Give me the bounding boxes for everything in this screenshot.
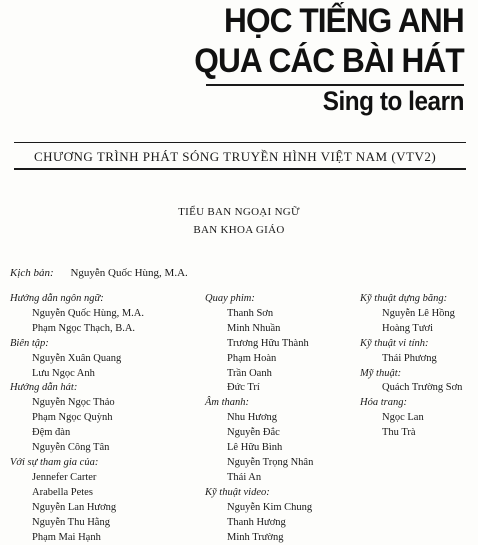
department-heading: BAN KHOA GIÁO: [0, 224, 478, 236]
credit-name: Nguyễn Lê Hồng: [382, 307, 462, 322]
credit-name: Quách Trường Sơn: [382, 381, 462, 396]
credit-name: Phạm Mai Hạnh: [32, 531, 144, 545]
program-subtitle: CHƯƠNG TRÌNH PHÁT SÓNG TRUYỀN HÌNH VIỆT NAM (VTV2): [34, 149, 436, 165]
sub-committee-heading: TIỂU BAN NGOẠI NGỮ: [0, 206, 478, 218]
credit-name: Phạm Ngọc Quỳnh: [32, 411, 144, 426]
script-credit: [10, 267, 188, 279]
credit-name: Hoàng Tươi: [382, 322, 462, 337]
credit-role: Biên tập:: [10, 337, 144, 352]
credit-name: Jennefer Carter: [32, 471, 144, 486]
credit-name: Nguyễn Lan Hương: [32, 501, 144, 516]
title-line-3: Sing to learn: [323, 86, 464, 117]
credit-name: Thái Phương: [382, 352, 462, 367]
credit-name: Thanh Hương: [227, 516, 313, 531]
credit-role: Quay phim:: [205, 292, 313, 307]
credit-name: Thanh Sơn: [227, 307, 313, 322]
credit-role: Kỹ thuật vi tính:: [360, 337, 462, 352]
script-label: Kịch bản:: [10, 267, 54, 279]
title-line-1: HỌC TIẾNG ANH: [224, 2, 464, 41]
script-value: Nguyễn Quốc Hùng, M.A.: [70, 267, 187, 279]
credit-name: Arabella Petes: [32, 486, 144, 501]
credit-name: Minh Nhuần: [227, 322, 313, 337]
credit-role: Kỹ thuật video:: [205, 486, 313, 501]
subtitle-top-rule: [14, 142, 466, 143]
credit-name: Nguyễn Thu Hằng: [32, 516, 144, 531]
credit-name: Nguyễn Quốc Hùng, M.A.: [32, 307, 144, 322]
credit-name: Lưu Ngọc Anh: [32, 367, 144, 382]
credit-name: Nguyễn Ngọc Thảo: [32, 396, 144, 411]
credit-name: Thái An: [227, 471, 313, 486]
title-line-2: QUA CÁC BÀI HÁT: [195, 42, 464, 81]
credits-column-1: [10, 292, 144, 545]
credit-role: Hướng dẫn hát:: [10, 381, 144, 396]
credit-name: Nguyễn Xuân Quang: [32, 352, 144, 367]
credit-name: Nguyễn Kim Chung: [227, 501, 313, 516]
credit-role: Âm thanh:: [205, 396, 313, 411]
credit-name: Minh Trường: [227, 531, 313, 545]
credit-name: Đức Trí: [227, 381, 313, 396]
credit-name: Nhu Hương: [227, 411, 313, 426]
subtitle-bottom-rule: [14, 168, 466, 170]
credit-name: Phạm Hoàn: [227, 352, 313, 367]
credit-name: Nguyễn Trọng Nhân: [227, 456, 313, 471]
credit-role: Hóa trang:: [360, 396, 462, 411]
credit-name: Ngọc Lan: [382, 411, 462, 426]
credits-column-3: [360, 292, 462, 441]
credit-name: Phạm Ngọc Thạch, B.A.: [32, 322, 144, 337]
credit-name: Thu Trà: [382, 426, 462, 441]
credit-name: Đệm đàn: [32, 426, 144, 441]
credit-name: Nguyễn Công Tân: [32, 441, 144, 456]
credit-role: Với sự tham gia của:: [10, 456, 144, 471]
credit-role: Kỹ thuật dựng băng:: [360, 292, 462, 307]
credits-column-2: [205, 292, 313, 545]
credit-role: Mỹ thuật:: [360, 367, 462, 382]
credit-name: Lê Hữu Bình: [227, 441, 313, 456]
credit-name: Trần Oanh: [227, 367, 313, 382]
credit-name: Nguyễn Đắc: [227, 426, 313, 441]
credit-name: Trương Hữu Thành: [227, 337, 313, 352]
credit-role: Hướng dẫn ngôn ngữ:: [10, 292, 144, 307]
